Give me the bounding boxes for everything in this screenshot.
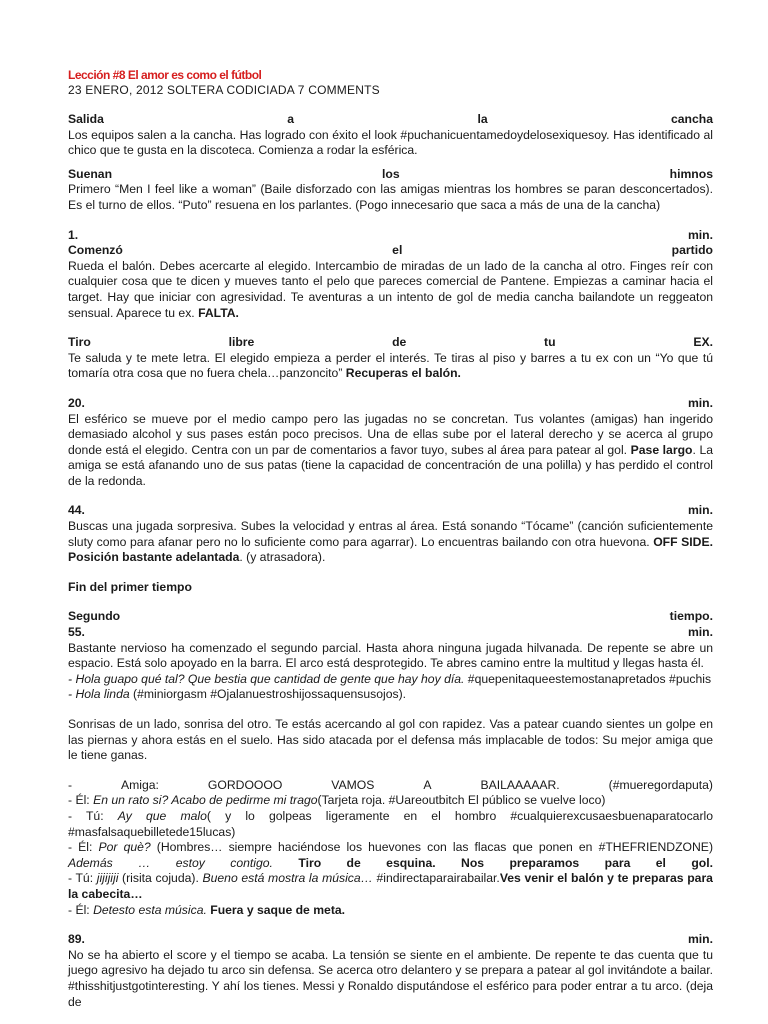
dialogue-tags: #indirectaparairabailar.	[372, 871, 500, 886]
bold-phrase: OFF SIDE. Posición bastante adelantada	[68, 534, 713, 565]
dialogue-line-el-3	[68, 903, 713, 919]
dialogue-word: -	[68, 777, 73, 792]
dialogue-italic: Ay que malo	[117, 808, 207, 823]
dialogue-line	[68, 672, 713, 688]
paragraph-text: Rueda el balón. Debes acercarte al elegido. Intercambio de miradas de un lado de la cancha al otro. Finges reír con cualquier cosa que te dicen y mueves tanto el pelo que pareces comercial de Pantene. Empiezas a caminar hacia el target. Hay que iniciar con agresividad. Te aventuras a un intento de gol de media cancha bailandote un reggeaton sensual. Aparece tu ex.	[68, 258, 713, 320]
minute-unit: min.	[687, 932, 713, 947]
heading-word: Segundo	[68, 609, 121, 624]
paragraph-minute-44	[68, 519, 713, 566]
bold-phrase: Tiro de esquina. Nos preparamos para el gol.	[272, 855, 713, 870]
paragraph-text: . La amiga se está afanando uno de sus patas (tiene la capacidad de concentración de una polilla) y has perdido el control de la redonda.	[68, 442, 713, 488]
dialogue-word: GORDOOOO	[207, 777, 283, 792]
dialogue-word: BAILAAAAAR.	[480, 777, 560, 792]
paragraph-tiro-libre	[68, 351, 713, 382]
section-heading-tiro-libre	[68, 335, 713, 351]
minute-marker-89	[68, 932, 713, 948]
heading-word: himnos	[669, 166, 713, 181]
dialogue-text: (Hombres… siempre haciéndose los huevones con las flacas que ponen en #THEFRIENDZONE)	[150, 840, 713, 855]
paragraph-text: Buscas una jugada sorpresiva. Subes la velocidad y entras al área. Está sonando “Tócame” (canción suficientemente sluty como para afanar pero no lo suficiente como para agarrar). Lo encuentras bailando con otra huevona.	[68, 519, 713, 549]
section-heading-salida	[68, 112, 713, 128]
speaker-label: - Tú:	[68, 871, 97, 886]
heading-word: EX.	[693, 335, 713, 350]
paragraph-sonrisas: Sonrisas de un lado, sonrisa del otro. Te estás acercando al gol con rapidez. Vas a patear cuando sientes un golpe en las piernas y ahora estás en el suelo. Has sido atacada por el defensa más implacable de todos: Su mejor amiga que le tiene ganas.	[68, 717, 713, 763]
paragraph-text: Te saluda y te mete letra. El elegido empieza a perder el interés. Te tiras al piso y barres a tu ex con un “Yo que tú tomaría otra cosa que no fuera chela…panzoncito”	[68, 350, 713, 381]
dialogue-italic: En un rato si? Acabo de pedirme mi trago	[93, 793, 318, 808]
dialogue-word: A	[423, 777, 432, 792]
speaker-label: - Él:	[68, 840, 99, 855]
bold-phrase: Pase largo	[630, 442, 693, 457]
paragraph-salida: Los equipos salen a la cancha. Has logrado con éxito el look #puchanicuentamedoydelosexiquesoy. Has identificado al chico que te gusta en la discoteca. Comienza a rodar la esférica.	[68, 127, 713, 158]
heading-word: Comenzó	[68, 243, 123, 258]
minute-unit: min.	[687, 625, 713, 640]
dialogue-line-tu-1	[68, 809, 713, 840]
dialogue-word: (#mueregordaputa)	[608, 777, 713, 792]
paragraph-comenzo	[68, 259, 713, 321]
dialogue-tags: (#miniorgasm #Ojalanuestroshijossaquensusojos).	[129, 687, 407, 702]
heading-word: Suenan	[68, 166, 113, 181]
dialogue-italic: Además … estoy contigo.	[68, 855, 273, 870]
heading-word: los	[382, 166, 400, 181]
heading-word: de	[392, 335, 407, 350]
heading-word: Salida	[68, 112, 104, 126]
dialogue-line-el-1	[68, 793, 713, 809]
paragraph-minute-89: No se ha abierto el score y el tiempo se acaba. La tensión se siente en el ambiente. De repente te das cuenta que tu juego agresivo ha dejado tu arco sin defensa. Se acerca otro delantero y se prepara a patear al gol invitándote a bailar. #thisshitjustgotinteresting. Y ahí los tienes. Messi y Ronaldo disputándose el esférico para poder entrar a tu arco. (deja de	[68, 947, 713, 1009]
speaker-label: - Tú:	[68, 808, 118, 823]
heading-word: cancha	[670, 112, 713, 126]
dialogue-tags: #quepenitaqueestemostanapretados #puchis	[464, 671, 712, 686]
dialogue-italic: Por què?	[98, 840, 151, 855]
paragraph-minute-55: Bastante nervioso ha comenzado el segundo parcial. Hasta ahora ninguna jugada hilvanada. De repente se abre un espacio. Está solo apoyado en la barra. El arco está desprotegido. Te abres camino entre la multitud y llegas hasta él.	[68, 640, 713, 671]
minute-number: 55.	[68, 625, 85, 640]
heading-word: libre	[228, 335, 255, 350]
paragraph-himnos: Primero “Men I feel like a woman” (Baile disforzado con las amigas mientras los hombres se paran desconcertados). Es el turno de ellos. “Puto” resuena en los parlantes. (Pogo innecesario que saca a más de una de la cancha)	[68, 182, 713, 212]
dialogue-line-tu-2	[68, 871, 713, 902]
paragraph-text: El esférico se mueve por el medio campo pero las jugadas no se concretan. Tus volantes (amigas) han ingerido demasiado alcohol y sus pases están poco precisos. Una de ellas sube por el lateral derecho y se acerca al grupo donde está el elegido. Centra con un par de comentarios a favor tuyo, subes al área para patear al gol.	[68, 411, 713, 457]
heading-word: tu	[544, 335, 556, 350]
section-heading-himnos	[68, 167, 713, 183]
dialogue-italic: - Hola guapo qué tal? Que bestia que cantidad de gente que hay hoy día.	[68, 671, 465, 686]
minute-unit: min.	[687, 227, 713, 242]
bold-phrase: Recuperas el balón.	[345, 366, 461, 381]
minute-unit: min.	[687, 395, 713, 410]
dialogue-italic: Bueno está mostra la música…	[202, 871, 373, 886]
minute-marker-44	[68, 503, 713, 519]
dialogue-word: Amiga:	[121, 777, 159, 792]
bold-phrase: FALTA.	[198, 305, 239, 320]
dialogue-italic: Detesto esta música.	[93, 902, 207, 917]
minute-unit: min.	[687, 503, 713, 518]
minute-number: 20.	[68, 395, 85, 410]
minute-marker-55	[68, 625, 713, 641]
minute-number: 1.	[68, 227, 79, 242]
section-heading-fin-primer-tiempo: Fin del primer tiempo	[68, 579, 192, 594]
paragraph-text: . (y atrasadora).	[239, 550, 326, 565]
heading-word: partido	[671, 243, 713, 258]
article-title: Lección #8 El amor es como el fútbol	[68, 68, 262, 82]
dialogue-line-el-2	[68, 840, 713, 871]
minute-marker-20	[68, 396, 713, 412]
minute-number: 89.	[68, 932, 85, 947]
dialogue-italic: - Hola linda	[68, 687, 130, 702]
dialogue-text: (Tarjeta roja. #Uareoutbitch El público se vuelve loco)	[317, 793, 606, 808]
dialogue-text: (risita cojuda).	[118, 871, 203, 886]
heading-word: a	[287, 112, 295, 126]
dialogue-line-amiga	[68, 778, 713, 794]
dialogue-word: VAMOS	[331, 777, 375, 792]
heading-word: tiempo.	[669, 609, 713, 624]
heading-word: la	[477, 112, 488, 126]
bold-phrase: Fuera y saque de meta.	[206, 902, 346, 917]
dialogue-text: ( y lo golpeas ligeramente en el hombro #cualquierexcusaesbuenaparatocarlo #masfalsaquebilletede15lucas)	[68, 808, 713, 839]
section-heading-comenzo	[68, 243, 713, 259]
section-heading-segundo-tiempo	[68, 609, 713, 625]
minute-number: 44.	[68, 503, 85, 518]
speaker-label: - Él:	[68, 902, 94, 917]
heading-word: el	[392, 243, 403, 258]
dialogue-italic: jijijiji	[96, 871, 119, 886]
paragraph-minute-20	[68, 412, 713, 490]
minute-marker-1	[68, 228, 713, 244]
speaker-label: - Él:	[68, 793, 94, 808]
heading-word: Tiro	[68, 335, 91, 350]
article-meta: 23 ENERO, 2012 SOLTERA CODICIADA 7 COMMENTS	[68, 83, 380, 97]
dialogue-line	[68, 687, 713, 703]
bold-phrase: Ves venir el balón y te preparas para la cabecita…	[68, 871, 713, 901]
